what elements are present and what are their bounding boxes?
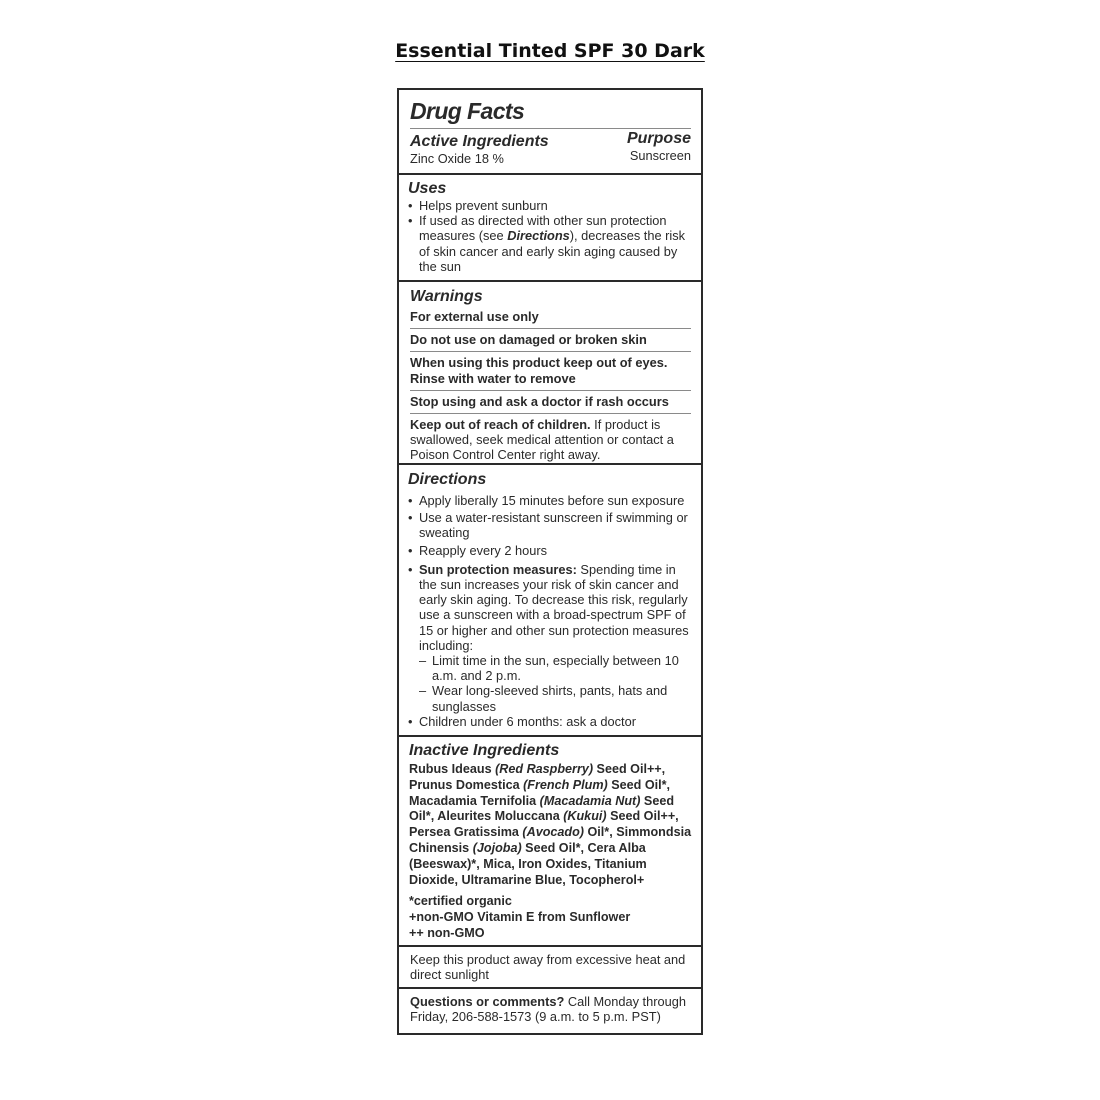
footnote: +non-GMO Vitamin E from Sunflower <box>409 910 631 925</box>
directions-subitem: – Wear long-sleeved shirts, pants, hats and sunglasses <box>419 683 693 713</box>
directions-section <box>399 465 701 737</box>
directions-item-text: Spending time in the sun increases your risk of skin cancer and early skin aging. To decrease this risk, regularly use a sunscreen with a broad-spectrum SPF of 15 or higher and other sun protection measures including: <box>419 561 689 653</box>
active-ingredient-value: Zinc Oxide 18 % <box>410 151 504 166</box>
ingredient-text: Seed Oil*, Aleurites Moluccana <box>409 793 675 824</box>
uses-heading: Uses <box>408 180 447 197</box>
questions-bold: Questions or comments? <box>410 994 565 1009</box>
ingredient-common-name: (Avocado) <box>522 825 584 840</box>
directions-item <box>408 714 693 729</box>
purpose-heading: Purpose <box>626 130 691 147</box>
uses-section <box>399 175 701 282</box>
questions-text: Call Monday through Friday, 206-588-1573 (9 a.m. to 5 p.m. PST) <box>410 994 686 1025</box>
directions-heading: Directions <box>408 471 487 488</box>
warning-item-text: If product is swallowed, seek medical attention or contact a Poison Control Center right away. <box>410 417 674 463</box>
uses-item-directions-ref: Directions <box>507 228 570 244</box>
warnings-heading: Warnings <box>410 288 483 305</box>
uses-item <box>408 213 691 274</box>
ingredient-text: Seed Oil*, Macadamia Ternifolia <box>409 777 671 808</box>
directions-item-bold: Sun protection measures: <box>419 561 577 577</box>
footnote: *certified organic <box>409 894 512 909</box>
ingredient-text: Seed Oil++, Persea Gratissima <box>409 809 679 840</box>
storage-text: Keep this product away from excessive heat and direct sunlight <box>410 952 686 983</box>
active-ingredients-row <box>410 128 691 166</box>
inactive-ingredients-heading: Inactive Ingredients <box>409 742 560 759</box>
warning-item: For external use only <box>410 307 691 329</box>
ingredient-text: Oil*, Simmondsia Chinensis <box>409 825 692 855</box>
page-title: Essential Tinted SPF 30 Dark <box>395 40 705 62</box>
footnote: ++ non-GMO <box>409 925 485 940</box>
inactive-ingredients-list <box>409 762 693 888</box>
purpose-value: Sunscreen <box>629 148 691 163</box>
storage-section <box>399 947 701 989</box>
warning-item: Stop using and ask a doctor if rash occurs <box>410 391 691 414</box>
warning-item <box>410 414 691 466</box>
drug-facts-header-section <box>399 90 701 175</box>
directions-item <box>408 562 693 714</box>
inactive-ingredients-footnotes <box>409 894 693 941</box>
warning-item-bold: Keep out of reach of children. <box>410 417 591 432</box>
directions-item: • Use a water-resistant sunscreen if swimming or sweating <box>408 510 693 540</box>
uses-item-text: If used as directed with other sun protection measures (see <box>419 213 667 244</box>
directions-item: • Apply liberally 15 minutes before sun exposure <box>408 493 693 508</box>
ingredient-common-name: (Jojoba) <box>472 840 522 855</box>
ingredient-common-name: (Macadamia Nut) <box>539 793 641 808</box>
warning-item: When using this product keep out of eyes. Rinse with water to remove <box>410 352 691 391</box>
inactive-ingredients-section <box>399 737 701 947</box>
uses-item: • Helps prevent sunburn <box>408 198 691 213</box>
directions-item: • Reapply every 2 hours <box>408 543 693 558</box>
directions-subitem: – Limit time in the sun, especially between 10 a.m. and 2 p.m. <box>419 653 693 683</box>
warnings-section <box>399 282 701 465</box>
ingredient-text: Rubus Ideaus <box>409 762 496 776</box>
active-ingredients-heading: Active Ingredients <box>410 133 549 150</box>
ingredient-common-name: (Kukui) <box>563 809 607 824</box>
uses-item-text: ), decreases the risk of skin cancer and early skin aging caused by the sun <box>419 228 686 274</box>
ingredient-common-name: (Red Raspberry) <box>495 762 594 776</box>
directions-item-text: ask a doctor <box>566 713 636 729</box>
ingredient-text: Seed Oil*, Cera Alba (Beeswax)*, Mica, Iron Oxides, Titanium Dioxide, Ultramarine Blue, Tocopherol+ <box>409 840 647 887</box>
ingredient-common-name: (French Plum) <box>523 777 608 792</box>
questions-section <box>399 989 701 1024</box>
drug-facts-label <box>397 88 703 1035</box>
warning-item: Do not use on damaged or broken skin <box>410 329 691 352</box>
drug-facts-title: Drug Facts <box>410 98 525 124</box>
directions-item-text: Children under 6 months: <box>419 713 567 729</box>
ingredient-text: Seed Oil++, Prunus Domestica <box>409 762 666 792</box>
